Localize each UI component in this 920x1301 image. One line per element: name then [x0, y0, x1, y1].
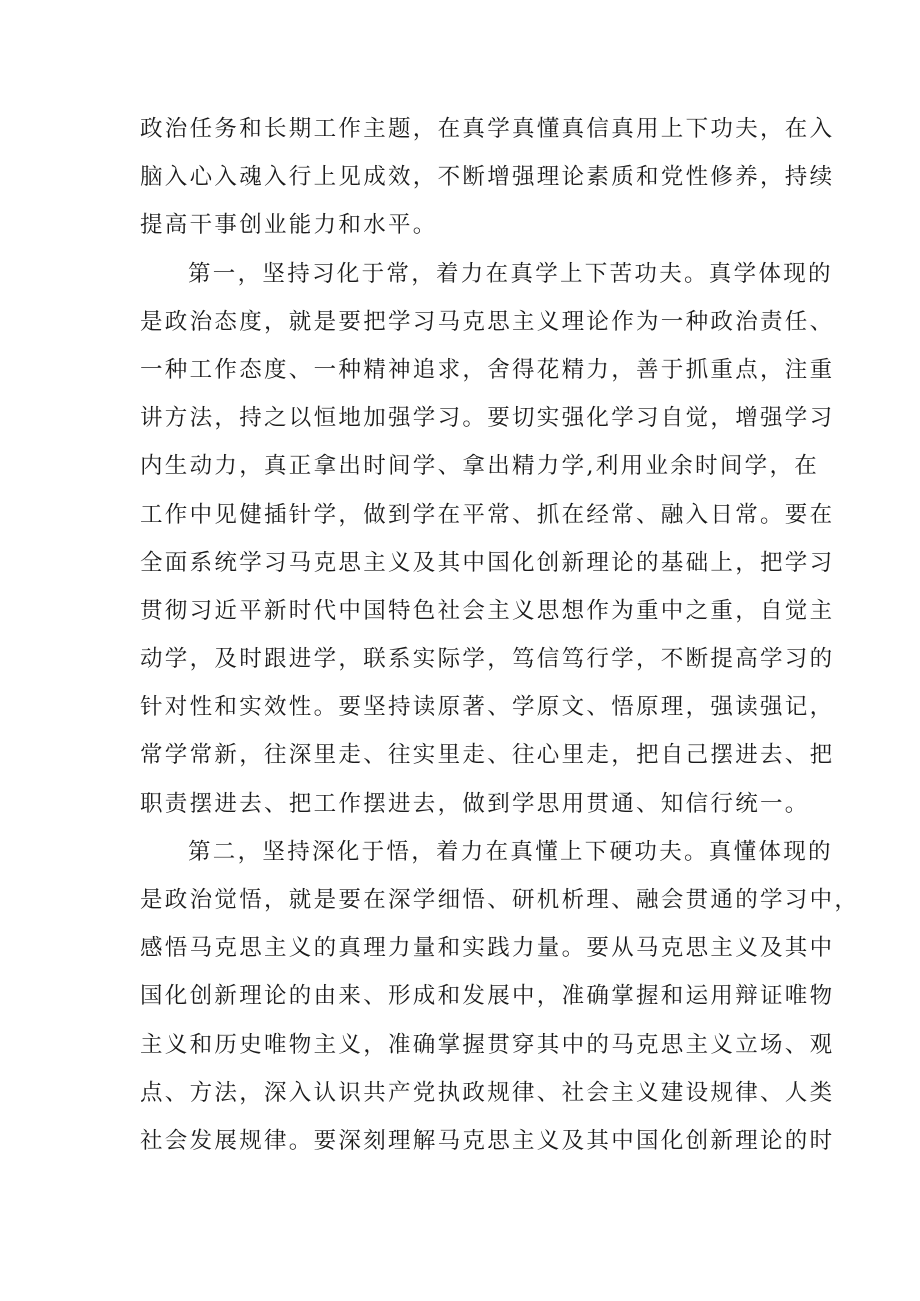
text-line: 讲方法，持之以恒地加强学习。要切实强化学习自觉，增强学习 — [140, 405, 835, 432]
paragraph-first-point — [140, 250, 835, 828]
text-line: 社会发展规律。要深刻理解马克思主义及其中国化创新理论的时 — [140, 1127, 835, 1154]
text-line: 动学，及时跟进学，联系实际学，笃信笃行学，不断提高学习的 — [140, 646, 835, 673]
text-line: 常学常新，往深里走、往实里走、往心里走，把自己摆进去、把 — [140, 742, 835, 769]
paragraph-second-point — [140, 828, 860, 1165]
text-line: 一种工作态度、一种精神追求，舍得花精力，善于抓重点，注重 — [140, 356, 835, 383]
text-line: 针对性和实效性。要坚持读原著、学原文、悟原理，强读强记， — [140, 694, 835, 721]
text-line: 全面系统学习马克思主义及其中国化创新理论的基础上，把学习 — [140, 549, 835, 576]
text-line: 点、方法，深入认识共产党执政规律、社会主义建设规律、人类 — [140, 1079, 835, 1106]
text-line: 是政治觉悟，就是要在深学细悟、研机析理、融会贯通的学习中， — [140, 887, 860, 913]
text-line: 第一，坚持习化于常，着力在真学上下苦功夫。真学体现的 — [188, 260, 833, 287]
text-line: 工作中见健插针学，做到学在平常、抓在经常、融入日常。要在 — [140, 501, 835, 528]
text-line: 提高干事创业能力和水平。 — [140, 212, 438, 239]
paragraph-continuation — [140, 105, 835, 250]
text-line: 政治任务和长期工作主题，在真学真懂真信真用上下功夫，在入 — [140, 116, 835, 142]
document-body — [140, 105, 860, 1165]
text-line: 脑入心入魂入行上见成效，不断增强理论素质和党性修养，持续 — [140, 164, 835, 191]
text-line: 感悟马克思主义的真理力量和实践力量。要从马克思主义及其中 — [140, 935, 835, 962]
text-line: 职责摆进去、把工作摆进去，做到学思用贯通、知信行统一。 — [140, 790, 810, 817]
text-line: 主义和历史唯物主义，准确掌握贯穿其中的马克思主义立场、观 — [140, 1031, 835, 1058]
text-line: 第二，坚持深化于悟，着力在真懂上下硬功夫。真懂体现的 — [188, 838, 833, 865]
text-line: 贯彻习近平新时代中国特色社会主义思想作为重中之重，自觉主 — [140, 597, 835, 624]
text-line: 国化创新理论的由来、形成和发展中，准确掌握和运用辩证唯物 — [140, 983, 835, 1010]
text-line: 内生动力，真正拿出时间学、拿出精力学,利用业余时间学，在 — [140, 453, 820, 480]
text-line: 是政治态度，就是要把学习马克思主义理论作为一种政治责任、 — [140, 308, 835, 335]
